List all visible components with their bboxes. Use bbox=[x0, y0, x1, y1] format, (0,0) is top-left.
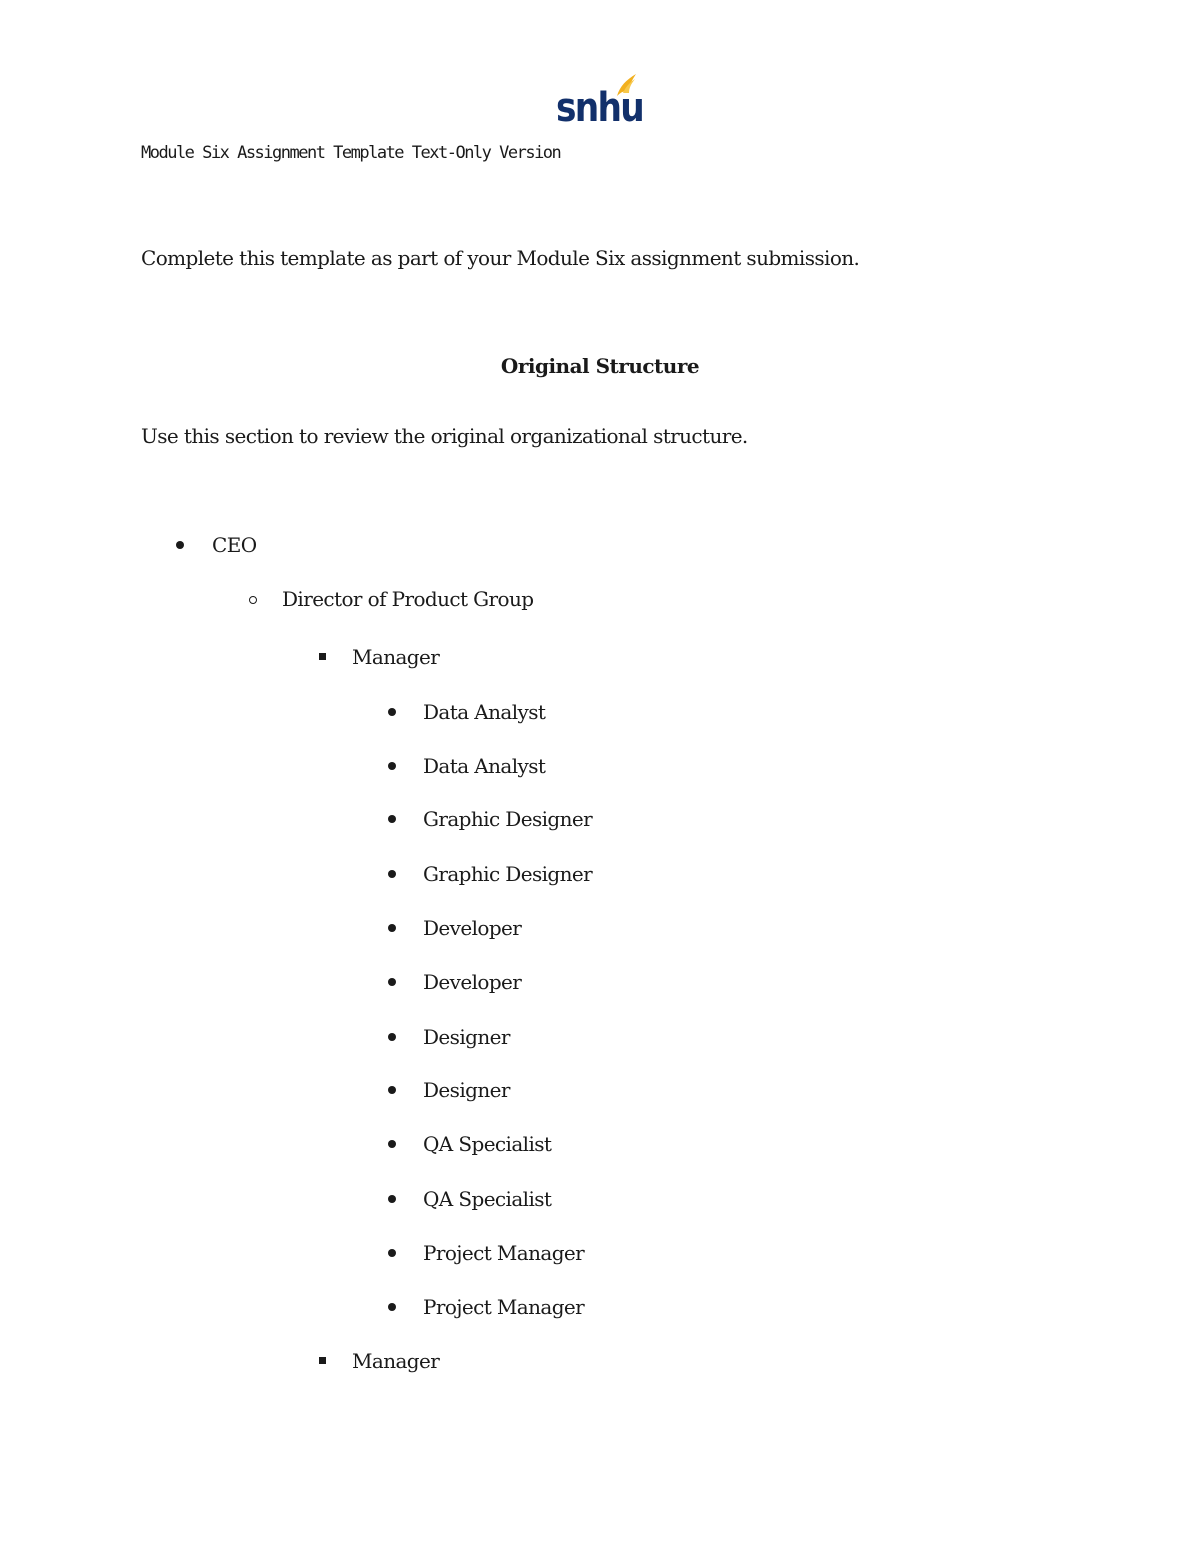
list-item-staff bbox=[423, 1239, 584, 1267]
square-bullet-icon bbox=[319, 1357, 326, 1364]
document-header-title: Module Six Assignment Template Text-Only Version bbox=[141, 143, 561, 163]
list-item-staff bbox=[423, 805, 592, 833]
list-item-label: Data Analyst bbox=[423, 700, 546, 724]
list-item-label: Graphic Designer bbox=[423, 807, 593, 831]
disc-bullet-icon bbox=[388, 762, 396, 770]
list-item-label: Designer bbox=[423, 1078, 510, 1102]
list-item-label: Manager bbox=[352, 645, 440, 669]
list-item-label: Manager bbox=[352, 1349, 440, 1373]
section-heading: Original Structure bbox=[500, 354, 700, 378]
disc-bullet-icon bbox=[388, 1195, 396, 1203]
list-item-label: Graphic Designer bbox=[423, 862, 593, 886]
list-item-staff bbox=[423, 914, 521, 942]
disc-bullet-icon bbox=[388, 1249, 396, 1257]
section-description: Use this section to review the original organizational structure. bbox=[141, 424, 748, 448]
list-item-ceo bbox=[212, 531, 257, 559]
list-item-staff bbox=[423, 1130, 551, 1158]
list-item-staff bbox=[423, 1023, 510, 1051]
list-item-staff bbox=[423, 1293, 584, 1321]
disc-bullet-icon bbox=[388, 1086, 396, 1094]
circle-bullet-icon bbox=[249, 596, 257, 604]
list-item-staff bbox=[423, 1076, 510, 1104]
list-item-manager bbox=[352, 1347, 439, 1375]
disc-bullet-icon bbox=[388, 1140, 396, 1148]
list-item-label: QA Specialist bbox=[423, 1132, 552, 1156]
disc-bullet-icon bbox=[388, 815, 396, 823]
list-item-staff bbox=[423, 860, 592, 888]
list-item-staff bbox=[423, 968, 521, 996]
disc-bullet-icon bbox=[388, 1033, 396, 1041]
disc-bullet-icon bbox=[388, 708, 396, 716]
list-item-label: Project Manager bbox=[423, 1295, 585, 1319]
list-item-label: Data Analyst bbox=[423, 754, 546, 778]
logo-wordmark: snhu bbox=[556, 85, 644, 131]
disc-bullet-icon bbox=[388, 1303, 396, 1311]
square-bullet-icon bbox=[319, 653, 326, 660]
disc-bullet-icon bbox=[388, 978, 396, 986]
list-item-label: Developer bbox=[423, 916, 522, 940]
list-item-staff bbox=[423, 752, 545, 780]
list-item-label: CEO bbox=[212, 533, 257, 557]
disc-bullet-icon bbox=[388, 924, 396, 932]
list-item-staff bbox=[423, 698, 545, 726]
list-item-label: Developer bbox=[423, 970, 522, 994]
intro-paragraph: Complete this template as part of your Module Six assignment submission. bbox=[141, 246, 860, 270]
list-item-manager bbox=[352, 643, 439, 671]
list-item-label: Designer bbox=[423, 1025, 510, 1049]
disc-bullet-icon bbox=[388, 870, 396, 878]
snhu-logo bbox=[556, 72, 644, 134]
list-item-label: Project Manager bbox=[423, 1241, 585, 1265]
list-item-staff bbox=[423, 1185, 551, 1213]
list-item-director bbox=[282, 585, 533, 613]
list-item-label: Director of Product Group bbox=[282, 587, 534, 611]
disc-bullet-icon bbox=[176, 541, 184, 549]
list-item-label: QA Specialist bbox=[423, 1187, 552, 1211]
